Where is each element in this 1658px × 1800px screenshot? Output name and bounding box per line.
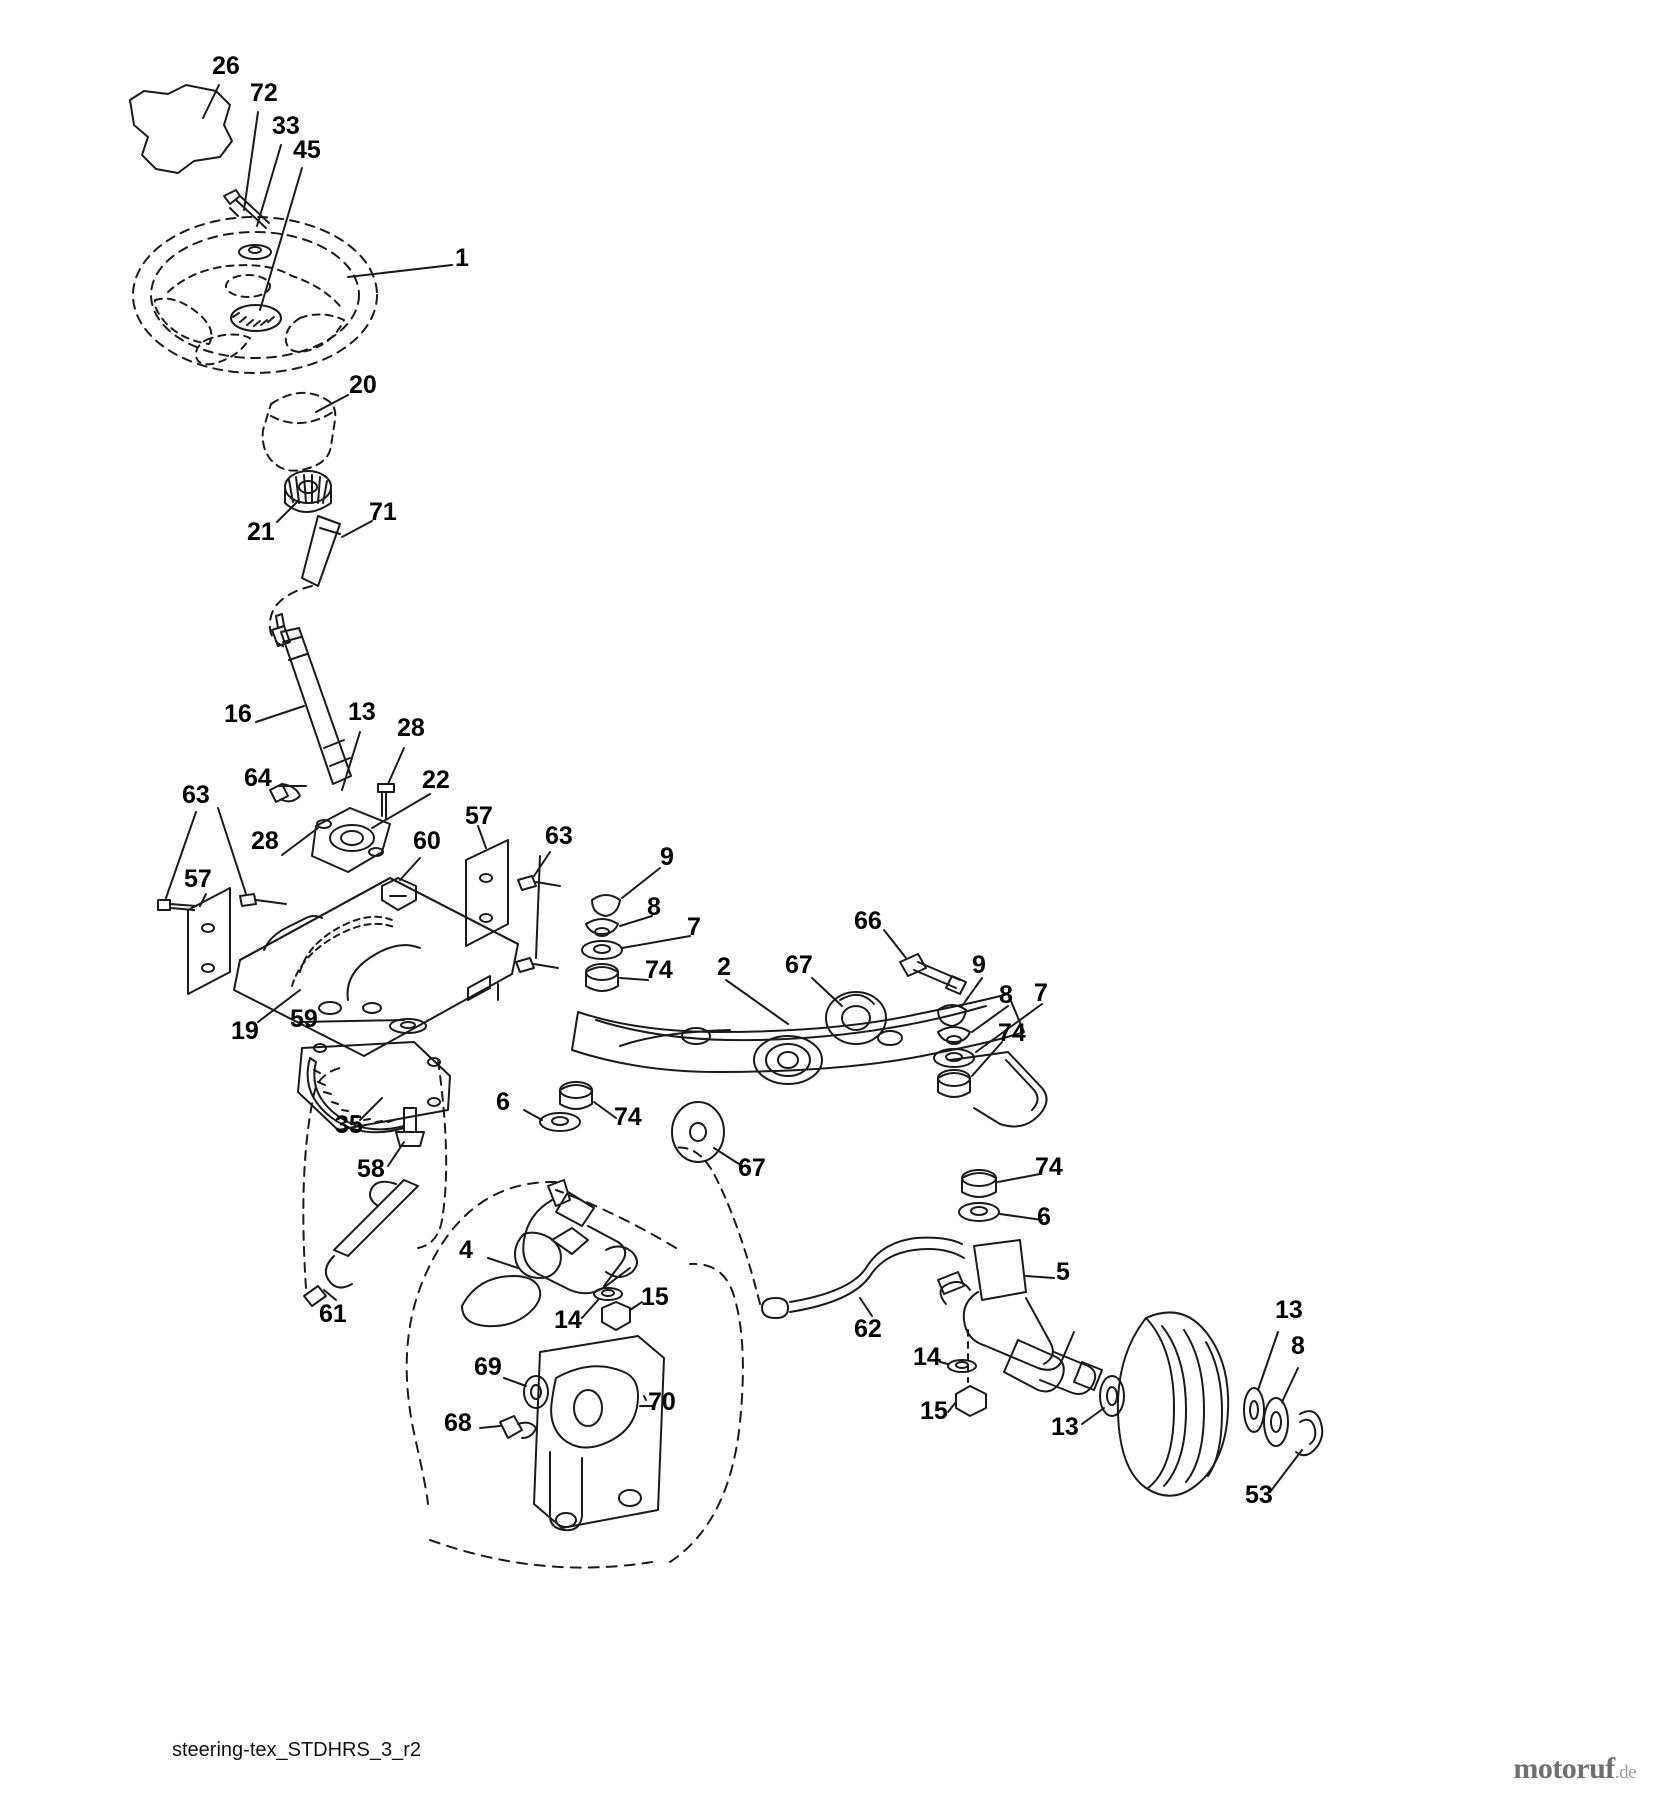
callout-ref-15: 15 [641, 1283, 669, 1311]
callout-ref-35: 35 [335, 1111, 363, 1139]
callout-ref-59: 59 [290, 1005, 318, 1033]
part-6-washer-right [959, 1203, 999, 1221]
callout-ref-71: 71 [369, 498, 397, 526]
part-74-bearing-left-lower [560, 1082, 592, 1109]
callout-ref-57: 57 [184, 865, 212, 893]
part-68-bolt [500, 1416, 536, 1438]
part-8-clip-right [938, 1027, 970, 1044]
part-45-hub [231, 305, 281, 331]
callout-ref-9: 9 [972, 951, 986, 979]
callout-ref-57: 57 [465, 802, 493, 830]
part-6-washer-left [540, 1113, 580, 1131]
callout-ref-74: 74 [998, 1019, 1026, 1047]
part-71-pin [302, 516, 340, 586]
part-74-bearing-right-lower [962, 1170, 996, 1197]
part-14-washer-right [948, 1360, 976, 1372]
part-8-cap-outer [1264, 1398, 1288, 1446]
callout-ref-28: 28 [397, 714, 425, 742]
part-74-bearing-left [586, 964, 618, 991]
callout-ref-9: 9 [660, 843, 674, 871]
callout-ref-6: 6 [1037, 1203, 1051, 1231]
callout-ref-69: 69 [474, 1353, 502, 1381]
diagram-caption: steering-tex_STDHRS_3_r2 [172, 1739, 421, 1761]
part-74-bearing-right [938, 1070, 970, 1097]
callout-ref-8: 8 [1291, 1332, 1305, 1360]
part-35-sector-gear [298, 1042, 450, 1132]
callout-ref-74: 74 [1035, 1153, 1063, 1181]
callout-ref-14: 14 [913, 1343, 941, 1371]
callout-ref-13: 13 [348, 698, 376, 726]
part-7-washer-left [582, 941, 622, 959]
part-57-bracket-right [466, 840, 508, 946]
callout-ref-63: 63 [182, 781, 210, 809]
callout-ref-5: 5 [1056, 1258, 1070, 1286]
part-3-front-wheel [1118, 1312, 1228, 1495]
callout-ref-60: 60 [413, 827, 441, 855]
callout-ref-16: 16 [224, 700, 252, 728]
callout-ref-1: 1 [455, 244, 469, 272]
part-20-insert [263, 393, 336, 471]
callout-ref-6: 6 [496, 1088, 510, 1116]
watermark-tld: .de [1614, 1762, 1636, 1783]
part-62-tie-rod [762, 1238, 964, 1318]
callout-ref-7: 7 [687, 913, 701, 941]
callout-ref-58: 58 [357, 1155, 385, 1183]
callout-ref-63: 63 [545, 822, 573, 850]
callout-ref-14: 14 [554, 1306, 582, 1334]
callout-ref-53: 53 [1245, 1481, 1273, 1509]
part-69-washer [524, 1376, 548, 1408]
part-63-screw-lower [516, 958, 558, 972]
callout-ref-4: 4 [459, 1236, 473, 1264]
part-26-cover [130, 85, 232, 173]
part-14-washer-left [594, 1288, 622, 1300]
callout-ref-7: 7 [1034, 979, 1048, 1007]
watermark [1513, 1752, 1636, 1786]
callout-ref-26: 26 [212, 52, 240, 80]
callout-ref-2: 2 [717, 953, 731, 981]
callout-ref-13: 13 [1275, 1296, 1303, 1324]
callout-ref-70: 70 [648, 1388, 676, 1416]
callout-ref-67: 67 [785, 951, 813, 979]
part-9-cap-left [592, 895, 620, 916]
callout-ref-19: 19 [231, 1017, 259, 1045]
part-19-support-plate [234, 878, 518, 1056]
callout-ref-33: 33 [272, 112, 300, 140]
callout-ref-67: 67 [738, 1154, 766, 1182]
callout-ref-21: 21 [247, 518, 275, 546]
part-53-retaining-ring [1296, 1411, 1322, 1455]
callout-ref-62: 62 [854, 1315, 882, 1343]
callout-ref-15: 15 [920, 1397, 948, 1425]
callout-ref-45: 45 [293, 136, 321, 164]
callout-ref-68: 68 [444, 1409, 472, 1437]
callout-ref-8: 8 [647, 893, 661, 921]
part-57-bracket-left [188, 888, 230, 994]
callout-ref-22: 22 [422, 766, 450, 794]
part-22-bearing-plate [312, 808, 390, 872]
watermark-brand: motoruf [1513, 1752, 1615, 1785]
part-5-right-spindle [938, 1240, 1102, 1394]
part-61-drag-link [304, 1180, 418, 1306]
callout-ref-61: 61 [319, 1300, 347, 1328]
callout-ref-28: 28 [251, 827, 279, 855]
part-15-nut-left [602, 1302, 630, 1330]
part-66-bolt-right [900, 954, 966, 994]
callout-ref-64: 64 [244, 764, 272, 792]
part-16-steering-shaft [272, 614, 351, 784]
part-8-clip-left [586, 919, 618, 936]
part-13-washer-outer [1244, 1388, 1264, 1432]
callout-ref-13: 13 [1051, 1413, 1079, 1441]
part-1-steering-wheel-spokes [155, 265, 344, 364]
part-15-nut-right [956, 1386, 986, 1416]
part-33-washer [239, 245, 271, 259]
callout-ref-8: 8 [999, 981, 1013, 1009]
part-70-plate [534, 1336, 664, 1530]
part-28-bolt [378, 784, 394, 818]
callout-ref-74: 74 [614, 1103, 642, 1131]
callout-ref-20: 20 [349, 371, 377, 399]
callout-ref-72: 72 [250, 79, 278, 107]
callout-ref-66: 66 [854, 907, 882, 935]
part-1-steering-wheel [133, 217, 377, 373]
part-2-front-axle [572, 994, 1047, 1126]
callout-ref-74: 74 [645, 956, 673, 984]
part-63-screw-mid [240, 894, 286, 906]
